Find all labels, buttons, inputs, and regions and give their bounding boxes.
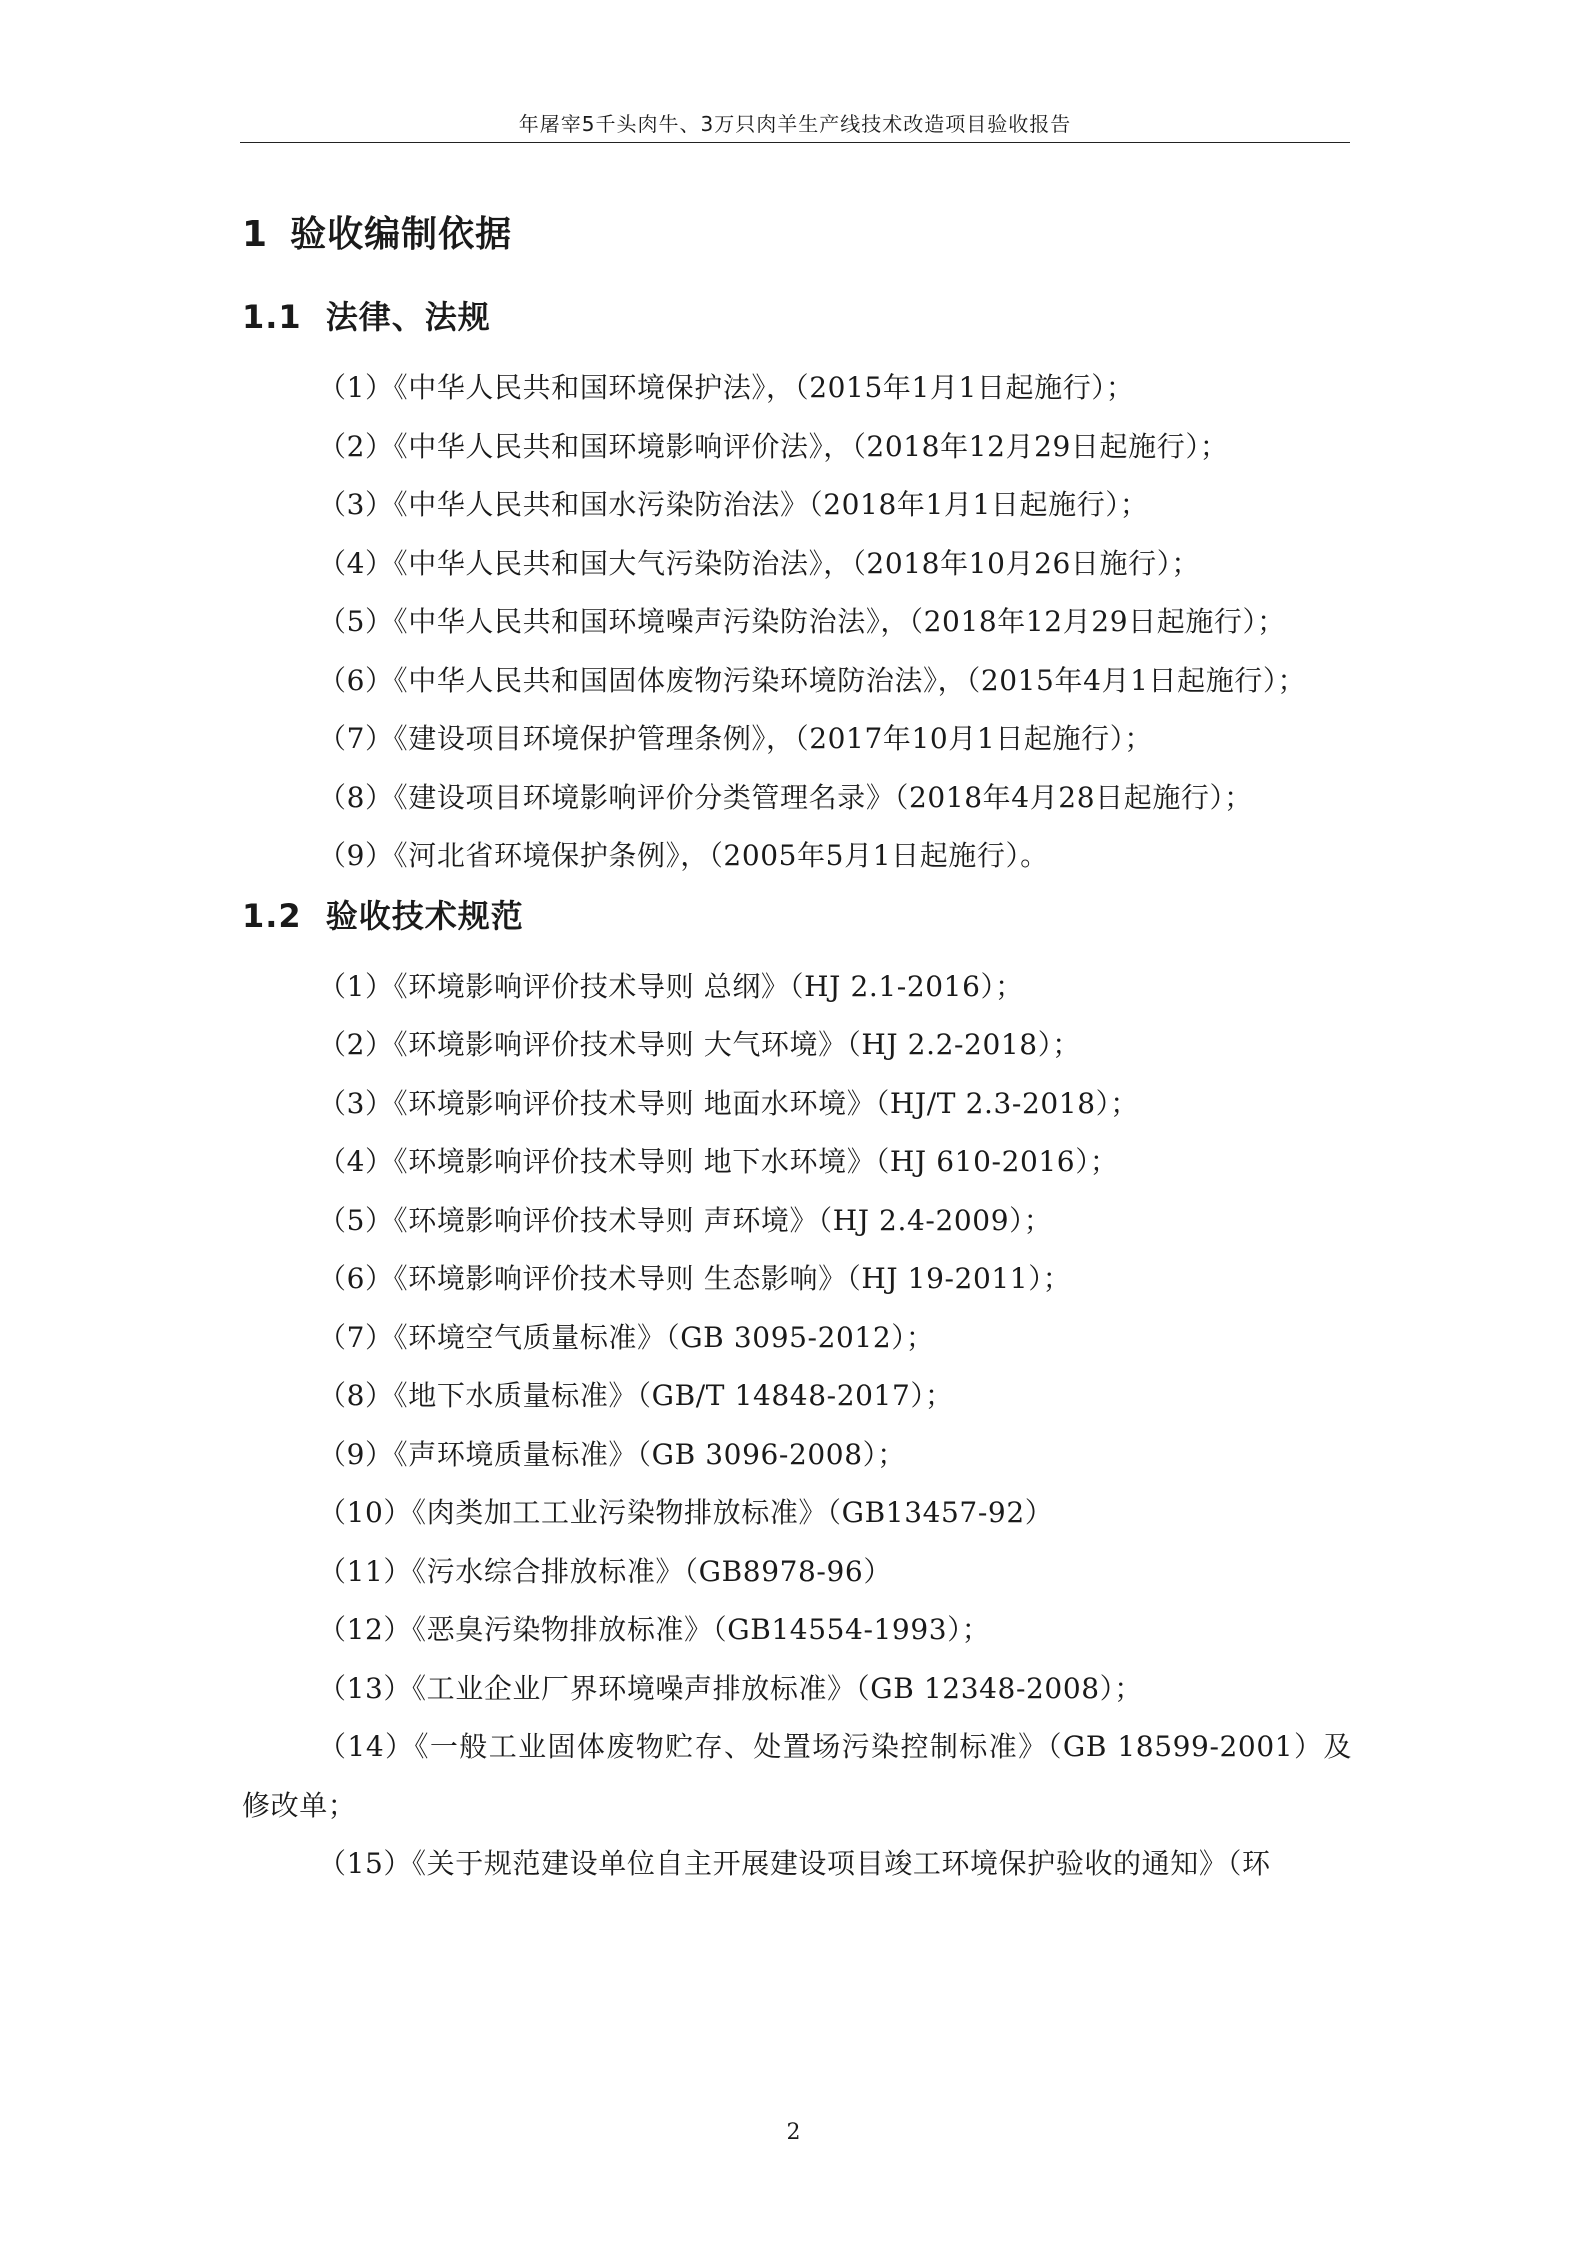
- section-number: 1.1: [242, 298, 302, 336]
- list-item: （13）《工业企业厂界环境噪声排放标准》（GB 12348-2008）；: [318, 1671, 1143, 1705]
- list-item: （1）《环境影响评价技术导则 总纲》（HJ 2.1-2016）；: [318, 969, 1024, 1003]
- list-item: （10）《肉类加工工业污染物排放标准》（GB13457-92）: [318, 1496, 1054, 1529]
- page-number: 2: [786, 2120, 801, 2145]
- list-item: （5）《环境影响评价技术导则 声环境》（HJ 2.4-2009）；: [318, 1203, 1053, 1237]
- list-item: （2）《环境影响评价技术导则 大气环境》（HJ 2.2-2018）；: [318, 1028, 1081, 1061]
- laws-list: [242, 359, 1352, 886]
- list-item: （9）《河北省环境保护条例》，（2005年5月1日起施行）。: [318, 839, 1049, 872]
- list-item: （2）《中华人民共和国环境影响评价法》，（2018年12月29日起施行）；: [318, 429, 1229, 463]
- chapter-number: 1: [242, 214, 269, 255]
- list-item: （12）《恶臭污染物排放标准》（GB14554-1993）；: [318, 1613, 991, 1646]
- list-item: （8）《地下水质量标准》（GB/T 14848-2017）；: [318, 1379, 954, 1412]
- section-heading-standards: [242, 888, 1352, 944]
- chapter-title: 验收编制依据: [290, 214, 513, 255]
- document-body: [242, 205, 1352, 1894]
- chapter-heading: [242, 205, 1352, 265]
- list-item: （3）《环境影响评价技术导则 地面水环境》（HJ/T 2.3-2018）；: [318, 1086, 1139, 1120]
- section-heading-laws: [242, 289, 1352, 345]
- section-title: 法律、法规: [325, 298, 491, 336]
- list-item: （4）《环境影响评价技术导则 地下水环境》（HJ 610-2016）；: [318, 1145, 1119, 1178]
- list-item: （3）《中华人民共和国水污染防治法》（2018年1月1日起施行）；: [318, 488, 1149, 521]
- list-item: （8）《建设项目环境影响评价分类管理名录》（2018年4月28日起施行）；: [318, 780, 1253, 814]
- list-item: （1）《中华人民共和国环境保护法》，（2015年1月1日起施行）；: [318, 371, 1135, 404]
- list-item: （5）《中华人民共和国环境噪声污染防治法》，（2018年12月29日起施行）；: [318, 605, 1286, 638]
- list-item: （6）《中华人民共和国固体废物污染环境防治法》，（2015年4月1日起施行）；: [318, 663, 1307, 697]
- list-item: （4）《中华人民共和国大气污染防治法》，（2018年10月26日施行）；: [318, 546, 1200, 580]
- section-title: 验收技术规范: [325, 896, 524, 935]
- list-item: （6）《环境影响评价技术导则 生态影响》（HJ 19-2011）；: [318, 1262, 1072, 1295]
- list-item: （7）《环境空气质量标准》（GB 3095-2012）；: [318, 1320, 935, 1354]
- list-item: （15）《关于规范建设单位自主开展建设项目竣工环境保护验收的通知》（环: [318, 1847, 1271, 1880]
- running-header: 年屠宰5千头肉牛、3万只肉羊生产线技术改造项目验收报告: [518, 112, 1072, 136]
- section-number: 1.2: [242, 896, 302, 935]
- header-divider: [240, 142, 1350, 143]
- list-item: （14）《一般工业固体废物贮存、处置场污染控制标准》（GB 18599-2001）及修改单；: [242, 1730, 1352, 1822]
- standards-list: [242, 958, 1352, 1894]
- list-item: （11）《污水综合排放标准》（GB8978-96）: [318, 1554, 892, 1588]
- list-item: （9）《声环境质量标准》（GB 3096-2008）；: [318, 1437, 906, 1471]
- list-item: （7）《建设项目环境保护管理条例》，（2017年10月1日起施行）；: [318, 722, 1153, 755]
